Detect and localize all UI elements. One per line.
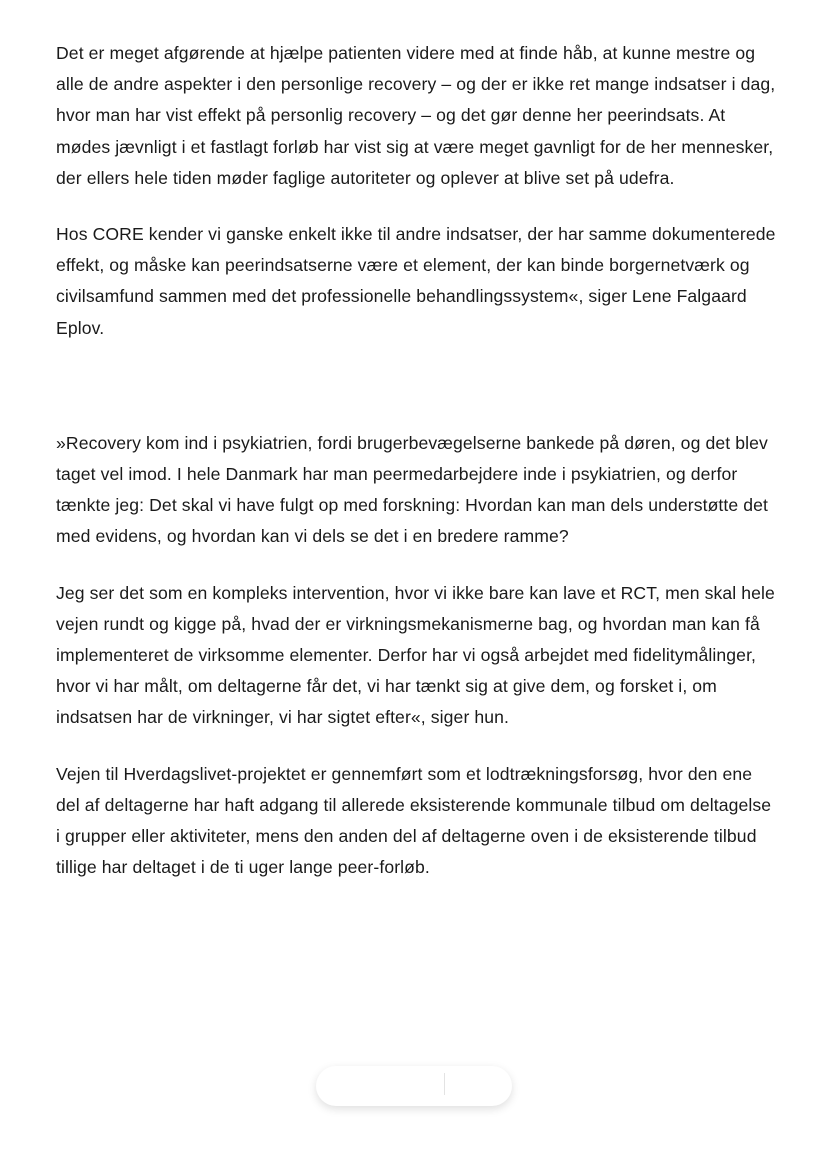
paragraph-recovery-psychiatry: »Recovery kom ind i psykiatrien, fordi brugerbevægelserne bankede på døren, og det blev taget vel imod. I hele Danmark har man peermedarbejdere inde i psykiatrien, og derfor tænkte jeg: Det skal vi have fulgt op med forskning: Hvordan kan man dels understøtte det med evidens, og hvordan kan vi dels se det i en bredere ramme? (56, 432, 769, 547)
paragraph-project-design: Vejen til Hverdagslivet-projektet er gennemført som et lodtrækningsforsøg, hvor den ene del af deltagerne har haft adgang til allerede eksisterende kommunale tilbud om deltagelse i grupper eller aktiviteter, mens den anden del af deltagerne oven i de eksisterende tilbud tillige har deltaget i de ti uger lange peer-forløb. (56, 763, 772, 878)
action-bar-divider (444, 1073, 445, 1095)
paragraph-complex-intervention: Jeg ser det som en kompleks intervention, hvor vi ikke bare kan lave et RCT, men skal hele vejen rundt og kigge på, hvad der er virkningsmekanismerne bag, og hvordan man kan få implementeret de virksomme elementer. Derfor har vi også arbejdet med fidelitymålinger, hvor vi har målt, om deltagerne får det, vi har tænkt sig at give dem, og forsket i, om indsatsen har de virkninger, vi har sigtet efter«, siger hun. (56, 582, 775, 728)
paragraph-core-quote: Hos CORE kender vi ganske enkelt ikke til andre indsatser, der har samme dokumenterede effekt, og måske kan peerindsatserne være et element, der kan binde borgernetværk og civilsamfund sammen med det professionelle behandlingssystem«, siger Lene Falgaard Eplov. (56, 224, 776, 338)
paragraph-hope-recovery: Det er meget afgørende at hjælpe patienten videre med at finde håb, at kunne mestre og alle de andre aspekter i den personlige recovery – og der er ikke ret mange indsatser i dag, hvor man har vist effekt på personlig recovery – og det gør denne her peerindsats. At mødes jævnligt i et fastlagt forløb har vist sig at være meget gavnligt for de her mennesker, der ellers hele tiden møder faglige autoriteter og oplever at blive set på udefra. (56, 43, 776, 188)
article-body (56, 38, 776, 883)
floating-action-bar[interactable] (316, 1066, 512, 1106)
